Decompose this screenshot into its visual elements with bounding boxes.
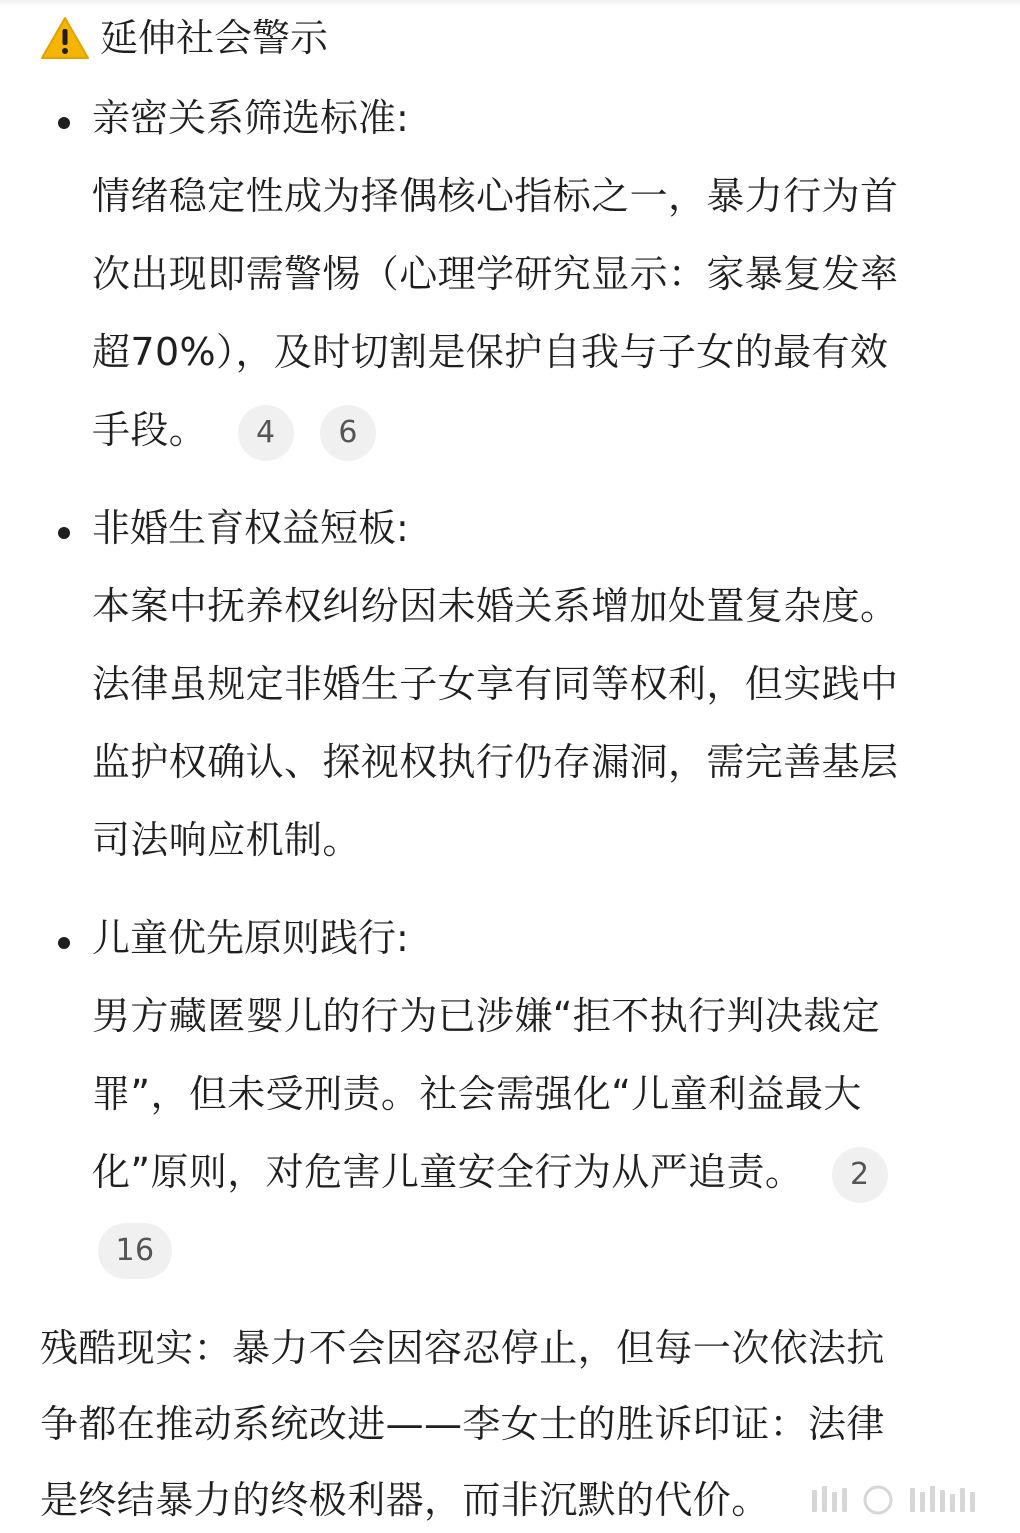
citation-badge[interactable]: 16 — [98, 1223, 172, 1279]
paragraph-line: 情绪稳定性成为择偶核心指标之一，暴力行为首 — [92, 174, 899, 218]
paragraph-text: 化”原则，对危害儿童安全行为从严追责。 — [92, 1150, 804, 1194]
paragraph-line: 法律虽规定非婚生子女享有同等权利，但实践中 — [92, 662, 899, 706]
citation-badge[interactable]: 2 — [832, 1147, 888, 1203]
paragraph-line: 男方藏匿婴儿的行为已涉嫌“拒不执行判决裁定 — [92, 994, 881, 1038]
bullet-dot — [58, 937, 70, 949]
citation-badge[interactable]: 4 — [238, 405, 294, 461]
paragraph-line — [98, 1222, 172, 1279]
paragraph-line: 本案中抚养权纠纷因未婚关系增加处置复杂度。 — [92, 584, 899, 628]
warning-icon — [40, 16, 90, 60]
watermark-logo — [810, 1480, 1010, 1520]
conclusion-line: 残酷现实：暴力不会因容忍停止，但每一次依法抗 — [40, 1326, 885, 1370]
paragraph-line — [92, 1146, 888, 1203]
paragraph-line: 次出现即需警惕（心理学研究显示：家暴复发率 — [92, 252, 899, 296]
citation-badge[interactable]: 6 — [320, 405, 376, 461]
section-heading — [40, 12, 328, 64]
conclusion-line: 是终结暴力的终极利器，而非沉默的代价。 — [40, 1478, 770, 1522]
paragraph-line: 罪”，但未受刑责。社会需强化“儿童利益最大 — [92, 1072, 862, 1116]
top-divider — [0, 0, 1020, 6]
paragraph-text: 手段。 — [92, 408, 208, 452]
conclusion-line: 争都在推动系统改进——李女士的胜诉印证：法律 — [40, 1402, 885, 1446]
bullet-dot — [58, 527, 70, 539]
bullet-dot — [58, 117, 70, 129]
bullet-title: 非婚生育权益短板: — [92, 506, 409, 550]
paragraph-line — [92, 404, 376, 461]
bullet-title: 亲密关系筛选标准: — [92, 96, 409, 140]
paragraph-line: 监护权确认、探视权执行仍存漏洞，需完善基层 — [92, 740, 899, 784]
section-title: 延伸社会警示 — [100, 16, 329, 60]
paragraph-line: 超70%），及时切割是保护自我与子女的最有效 — [92, 330, 889, 374]
bullet-title: 儿童优先原则践行: — [92, 916, 409, 960]
paragraph-line: 司法响应机制。 — [92, 818, 361, 862]
